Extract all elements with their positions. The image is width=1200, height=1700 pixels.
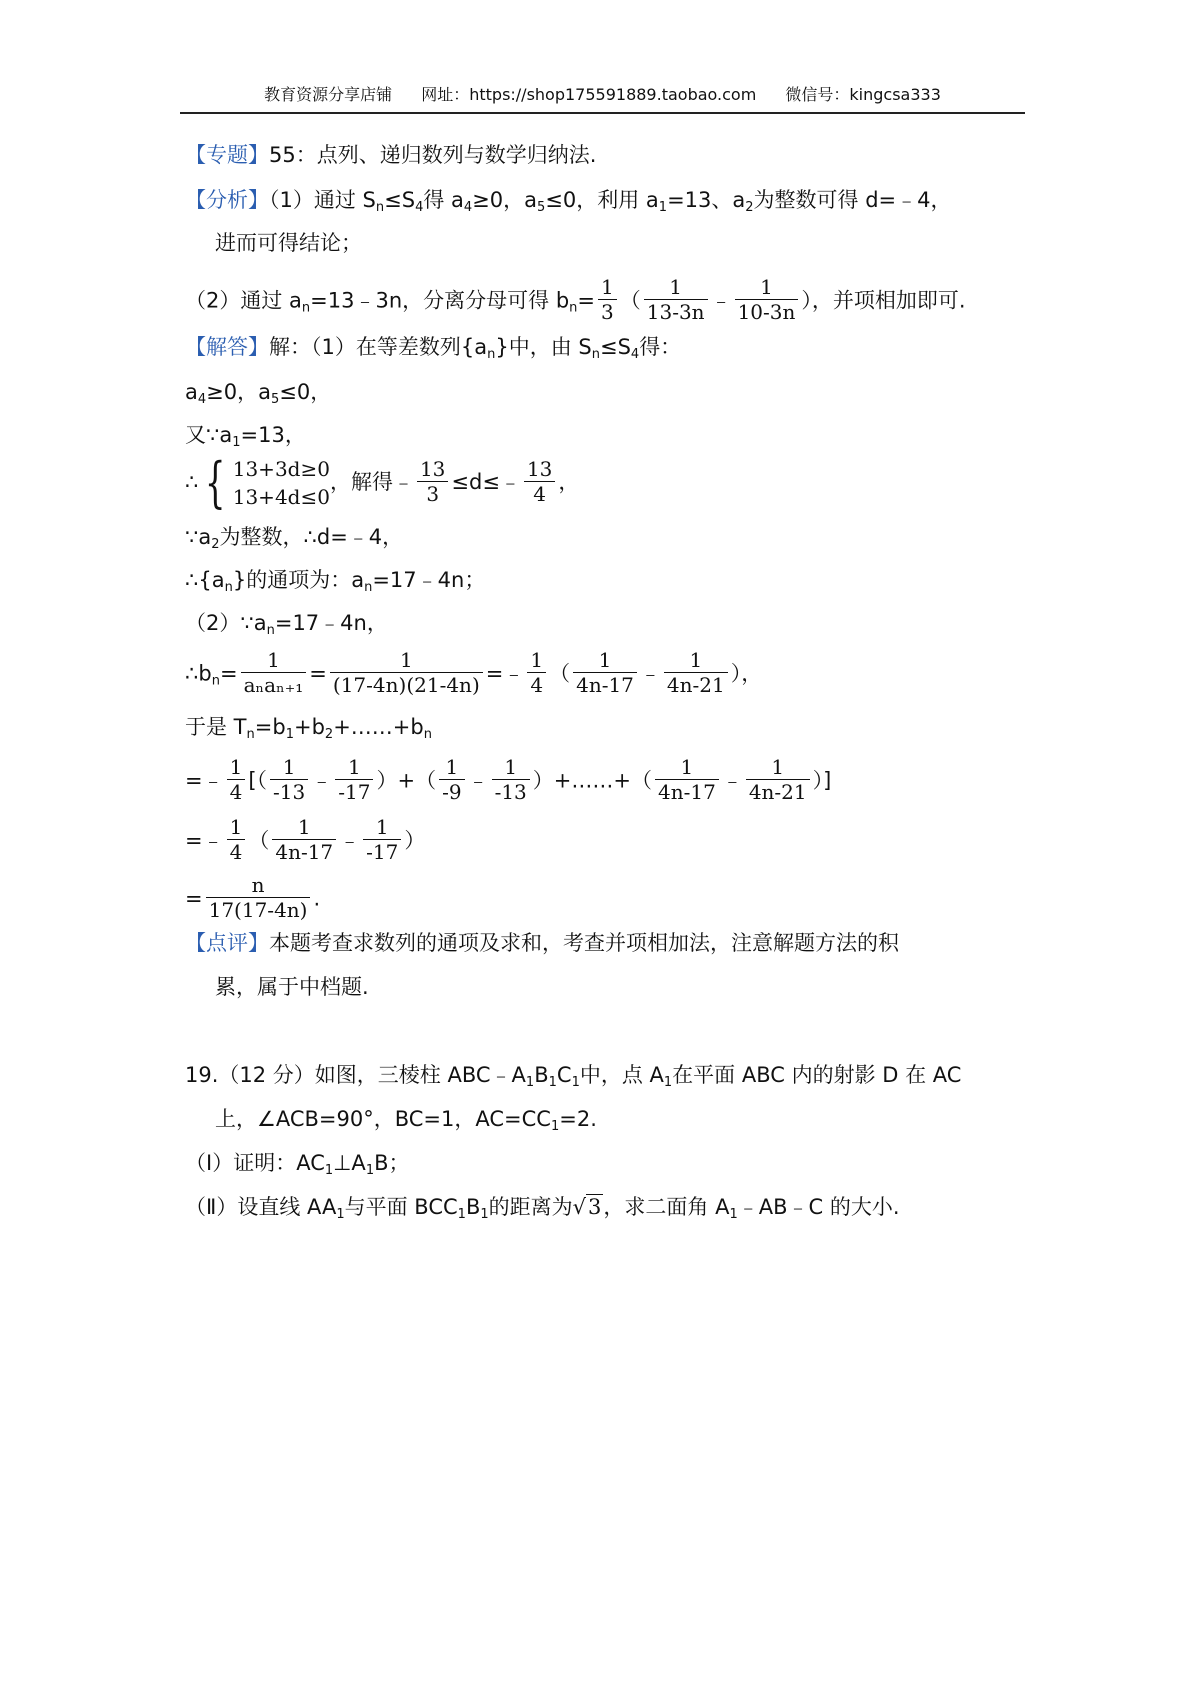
text-run: =13﹣3n，分离分母可得 b <box>310 288 570 313</box>
fraction <box>735 275 799 324</box>
text-run: ﹣AB﹣C 的大小. <box>737 1195 900 1219</box>
topic-line <box>185 140 596 170</box>
sub: 4 <box>415 200 424 215</box>
numerator: 1 <box>760 275 773 299</box>
fraction <box>439 755 464 804</box>
solution-line-6 <box>185 565 485 595</box>
text-run: B <box>534 1063 549 1087</box>
sub: n <box>569 300 578 316</box>
denominator: 3 <box>598 299 617 324</box>
system-rows <box>233 455 330 511</box>
sub: 4 <box>463 200 473 215</box>
text-run: ） <box>404 828 426 853</box>
sub: 1 <box>658 200 668 215</box>
sub: 1 <box>336 1207 345 1222</box>
text-run: （2）∵a <box>185 611 267 635</box>
numerator: 13 <box>419 456 446 481</box>
sub: 1 <box>729 1207 738 1222</box>
solution-line-5 <box>185 522 403 552</box>
brace-symbol: { <box>205 451 226 514</box>
fraction <box>227 815 246 864</box>
text-run: ，解得﹣ <box>329 470 414 494</box>
fraction <box>524 457 555 506</box>
fraction <box>227 755 246 804</box>
text-run: （ <box>619 288 641 313</box>
fraction <box>272 815 336 864</box>
numerator: 1 <box>229 755 243 779</box>
problem19-line-2 <box>215 1104 597 1134</box>
fraction <box>363 815 401 864</box>
text-run: =b <box>254 715 286 739</box>
text-run: 在平面 ABC 内的射影 D 在 AC <box>672 1063 962 1087</box>
denominator: 4 <box>527 672 546 697</box>
text-run: （1）通过 S <box>269 188 376 212</box>
text-run: ≤d≤﹣ <box>451 470 521 494</box>
numerator: 1 <box>399 648 413 672</box>
fraction <box>241 648 307 697</box>
text-run: }中，由 S <box>495 335 592 359</box>
comment-line-2 <box>215 972 369 1002</box>
text-run: ⊥A <box>333 1151 366 1175</box>
numerator: 1 <box>375 815 389 839</box>
numerator: n <box>251 873 265 897</box>
text-run: 又∵a <box>185 423 233 447</box>
fraction <box>417 457 448 506</box>
header-url[interactable]: 网址：https://shop175591889.taobao.com <box>421 85 757 104</box>
denominator: 17(17-4n) <box>206 897 311 922</box>
fraction <box>330 648 483 697</box>
sub: 1 <box>548 1075 557 1090</box>
text-run: ），并项相加即可. <box>801 288 966 313</box>
denominator: 4 <box>524 481 555 506</box>
text-run: = <box>219 661 238 686</box>
denominator: 3 <box>417 481 448 506</box>
sub: 4 <box>630 347 640 362</box>
denominator: -9 <box>439 779 464 804</box>
denominator: (17-4n)(21-4n) <box>330 672 483 697</box>
text-run: （ <box>248 828 270 853</box>
solution-line-9 <box>185 712 432 742</box>
text-run: ≤0，利用 a <box>545 188 659 212</box>
text-run: 解：（1）在等差数列{a <box>269 335 488 359</box>
text-run: （2）通过 a <box>185 288 302 313</box>
numerator: 1 <box>689 648 703 672</box>
text-run: . <box>313 886 321 911</box>
header-wechat: 微信号：kingcsa333 <box>785 85 941 104</box>
fraction <box>598 275 617 324</box>
text-run: ≤0， <box>279 380 332 404</box>
text-run: 的距离为 <box>488 1195 573 1219</box>
text-run: ∴{a <box>185 568 225 592</box>
text-run: ≤S <box>599 335 631 359</box>
numerator: 1 <box>530 648 544 672</box>
solution-line-4 <box>185 451 580 514</box>
comment-line-1 <box>185 928 899 958</box>
numerator: 1 <box>504 755 518 779</box>
text-run: ﹣ <box>721 768 743 793</box>
text-run: ﹣ <box>710 288 732 313</box>
text-run: =﹣ <box>185 828 224 853</box>
solution-line-8 <box>185 650 762 699</box>
text-run: ﹣ <box>467 768 489 793</box>
sub: 2 <box>745 200 754 215</box>
denominator: 4n-21 <box>664 672 728 697</box>
text-run: =13、a <box>667 188 746 212</box>
text-run: 与平面 BCC <box>344 1195 458 1219</box>
denominator: 13-3n <box>644 299 708 324</box>
text-run: 上，∠ACB=90°，BC=1，AC=CC <box>215 1107 551 1131</box>
text-run: B； <box>374 1151 410 1175</box>
text-run: =2. <box>559 1107 597 1131</box>
fraction <box>664 648 728 697</box>
sub: n <box>364 580 373 595</box>
text-run: = <box>185 886 203 911</box>
text-run: [（ <box>248 768 268 793</box>
fraction <box>492 755 530 804</box>
text-run: ﹣ <box>639 661 661 686</box>
text-run: = <box>309 661 327 686</box>
text-run: =﹣ <box>185 768 224 793</box>
text-run: +b <box>293 715 325 739</box>
solution-line-12 <box>185 875 320 924</box>
text-run: （Ⅱ）设直线 AA <box>185 1195 337 1219</box>
denominator: 4n-17 <box>573 672 637 697</box>
sub: 1 <box>232 435 241 450</box>
denominator: 4n-17 <box>272 839 336 864</box>
text-run: =﹣ <box>485 661 525 686</box>
solution-tag: 【解答】 <box>185 335 269 359</box>
analysis-line-1 <box>185 185 952 215</box>
sub: 1 <box>324 1163 334 1178</box>
text-run: B <box>465 1195 481 1219</box>
sub: 1 <box>550 1119 560 1134</box>
text-run: ∵a <box>185 525 212 549</box>
numerator: 1 <box>297 815 311 839</box>
sub: n <box>375 200 385 215</box>
sub: 1 <box>525 1075 535 1090</box>
text-run: 为整数，∴d=﹣4， <box>219 525 404 549</box>
text-run: ﹣ <box>311 768 333 793</box>
solution-line-10 <box>185 757 831 806</box>
text-run: 得： <box>639 335 682 359</box>
solution-line-3 <box>185 420 306 450</box>
text-run: ， <box>558 470 580 494</box>
sqrt-symbol: √ <box>572 1195 587 1219</box>
topic-tag: 【专题】 <box>185 143 269 167</box>
comment-tag: 【点评】 <box>185 931 269 955</box>
sub: 5 <box>537 200 546 215</box>
denominator: 4n-21 <box>746 779 810 804</box>
numerator: 1 <box>445 755 459 779</box>
analysis-line-3 <box>185 277 966 326</box>
text-run: ）， <box>730 661 763 686</box>
numerator: 1 <box>267 648 280 672</box>
fraction <box>335 755 373 804</box>
text-run: （ <box>549 661 571 686</box>
problem19-line-1 <box>185 1060 961 1090</box>
header-rule <box>180 112 1025 114</box>
fraction <box>573 648 637 697</box>
denominator: 4n-17 <box>655 779 719 804</box>
numerator: 1 <box>669 275 683 299</box>
sub: 4 <box>197 392 207 407</box>
fraction <box>644 275 708 324</box>
text-run: 累，属于中档题. <box>215 975 369 999</box>
numerator: 1 <box>282 755 296 779</box>
sqrt-expression <box>573 1192 604 1222</box>
system-row: 13+4d≤0 <box>232 485 330 509</box>
fraction <box>206 873 311 922</box>
text-run: }的通项为：a <box>232 568 365 592</box>
sub: n <box>591 347 600 362</box>
solution-line-1 <box>185 332 681 362</box>
denominator: 4 <box>227 779 246 804</box>
denominator: -13 <box>270 779 308 804</box>
text-run: +……+b <box>333 715 424 739</box>
sub: n <box>246 727 255 742</box>
text-run: ≥0，a <box>206 380 271 404</box>
text-run: ）] <box>812 768 832 793</box>
solution-line-2 <box>185 377 331 407</box>
numerator: 1 <box>680 755 694 779</box>
sub: n <box>487 347 496 362</box>
numerator: 1 <box>348 755 361 779</box>
page-header <box>180 82 1025 110</box>
sub: n <box>266 623 275 638</box>
solution-line-11 <box>185 817 425 866</box>
text-run: =13， <box>240 423 306 447</box>
text-run: 中，点 A <box>579 1063 664 1087</box>
text-run: a <box>185 380 198 404</box>
text-run: 得 a <box>423 188 464 212</box>
sub: n <box>224 580 233 595</box>
sub: n <box>301 300 311 316</box>
problem19-line-3 <box>185 1148 410 1178</box>
sub: n <box>423 727 432 742</box>
sub: 1 <box>365 1163 375 1178</box>
analysis-line-2 <box>215 228 362 258</box>
topic-text: 55：点列、递归数列与数学归纳法. <box>269 143 597 167</box>
radicand: 3 <box>588 1195 602 1219</box>
numerator: 1 <box>771 755 785 779</box>
text-run: = <box>577 288 596 313</box>
text-run: 进而可得结论； <box>215 231 362 255</box>
text-run: ∴b <box>185 661 212 686</box>
sub: 1 <box>480 1207 489 1222</box>
text-run: C <box>556 1063 572 1087</box>
header-shop: 教育资源分享店铺 <box>264 85 393 104</box>
fraction <box>655 755 719 804</box>
problem19-line-4 <box>185 1192 900 1222</box>
sub: 2 <box>211 537 220 552</box>
text-run: ∴ <box>185 470 199 494</box>
text-run: 为整数可得 d=﹣4， <box>753 188 952 212</box>
numerator: 1 <box>229 815 243 839</box>
text-run: ）+……+（ <box>532 768 652 793</box>
sub: 1 <box>663 1075 673 1090</box>
numerator: 13 <box>526 456 553 481</box>
sub: 2 <box>324 727 334 742</box>
sub: 1 <box>285 727 294 742</box>
sub: 5 <box>270 392 280 407</box>
denominator: aₙaₙ₊₁ <box>241 672 307 697</box>
text-run: 本题考查求数列的通项及求和，考查并项相加法，注意解题方法的积 <box>269 931 899 955</box>
fraction <box>270 755 308 804</box>
numerator: 1 <box>601 275 614 299</box>
text-run: =17﹣4n， <box>274 611 388 635</box>
analysis-tag: 【分析】 <box>185 188 269 212</box>
text-run: =17﹣4n； <box>372 568 486 592</box>
sub: n <box>211 673 220 689</box>
fraction <box>527 648 546 697</box>
equation-system <box>198 451 330 514</box>
text-run: ≥0，a <box>472 188 537 212</box>
sub: 1 <box>457 1207 466 1222</box>
denominator: 10-3n <box>735 299 799 324</box>
numerator: 1 <box>598 648 612 672</box>
text-run: （Ⅰ）证明：AC <box>185 1151 325 1175</box>
denominator: -17 <box>335 779 373 804</box>
text-run: 于是 T <box>185 715 247 739</box>
denominator: -13 <box>492 779 530 804</box>
text-run: ）+（ <box>376 768 437 793</box>
text-run: 19.（12 分）如图，三棱柱 ABC﹣A <box>185 1063 526 1087</box>
denominator: 4 <box>227 839 246 864</box>
system-row: 13+3d≥0 <box>232 457 330 481</box>
fraction <box>746 755 810 804</box>
text-run: ≤S <box>384 188 416 212</box>
sub: 1 <box>571 1075 580 1090</box>
text-run: ﹣ <box>339 828 361 853</box>
solution-line-7 <box>185 608 388 638</box>
text-run: ，求二面角 A <box>603 1195 730 1219</box>
denominator: -17 <box>363 839 401 864</box>
